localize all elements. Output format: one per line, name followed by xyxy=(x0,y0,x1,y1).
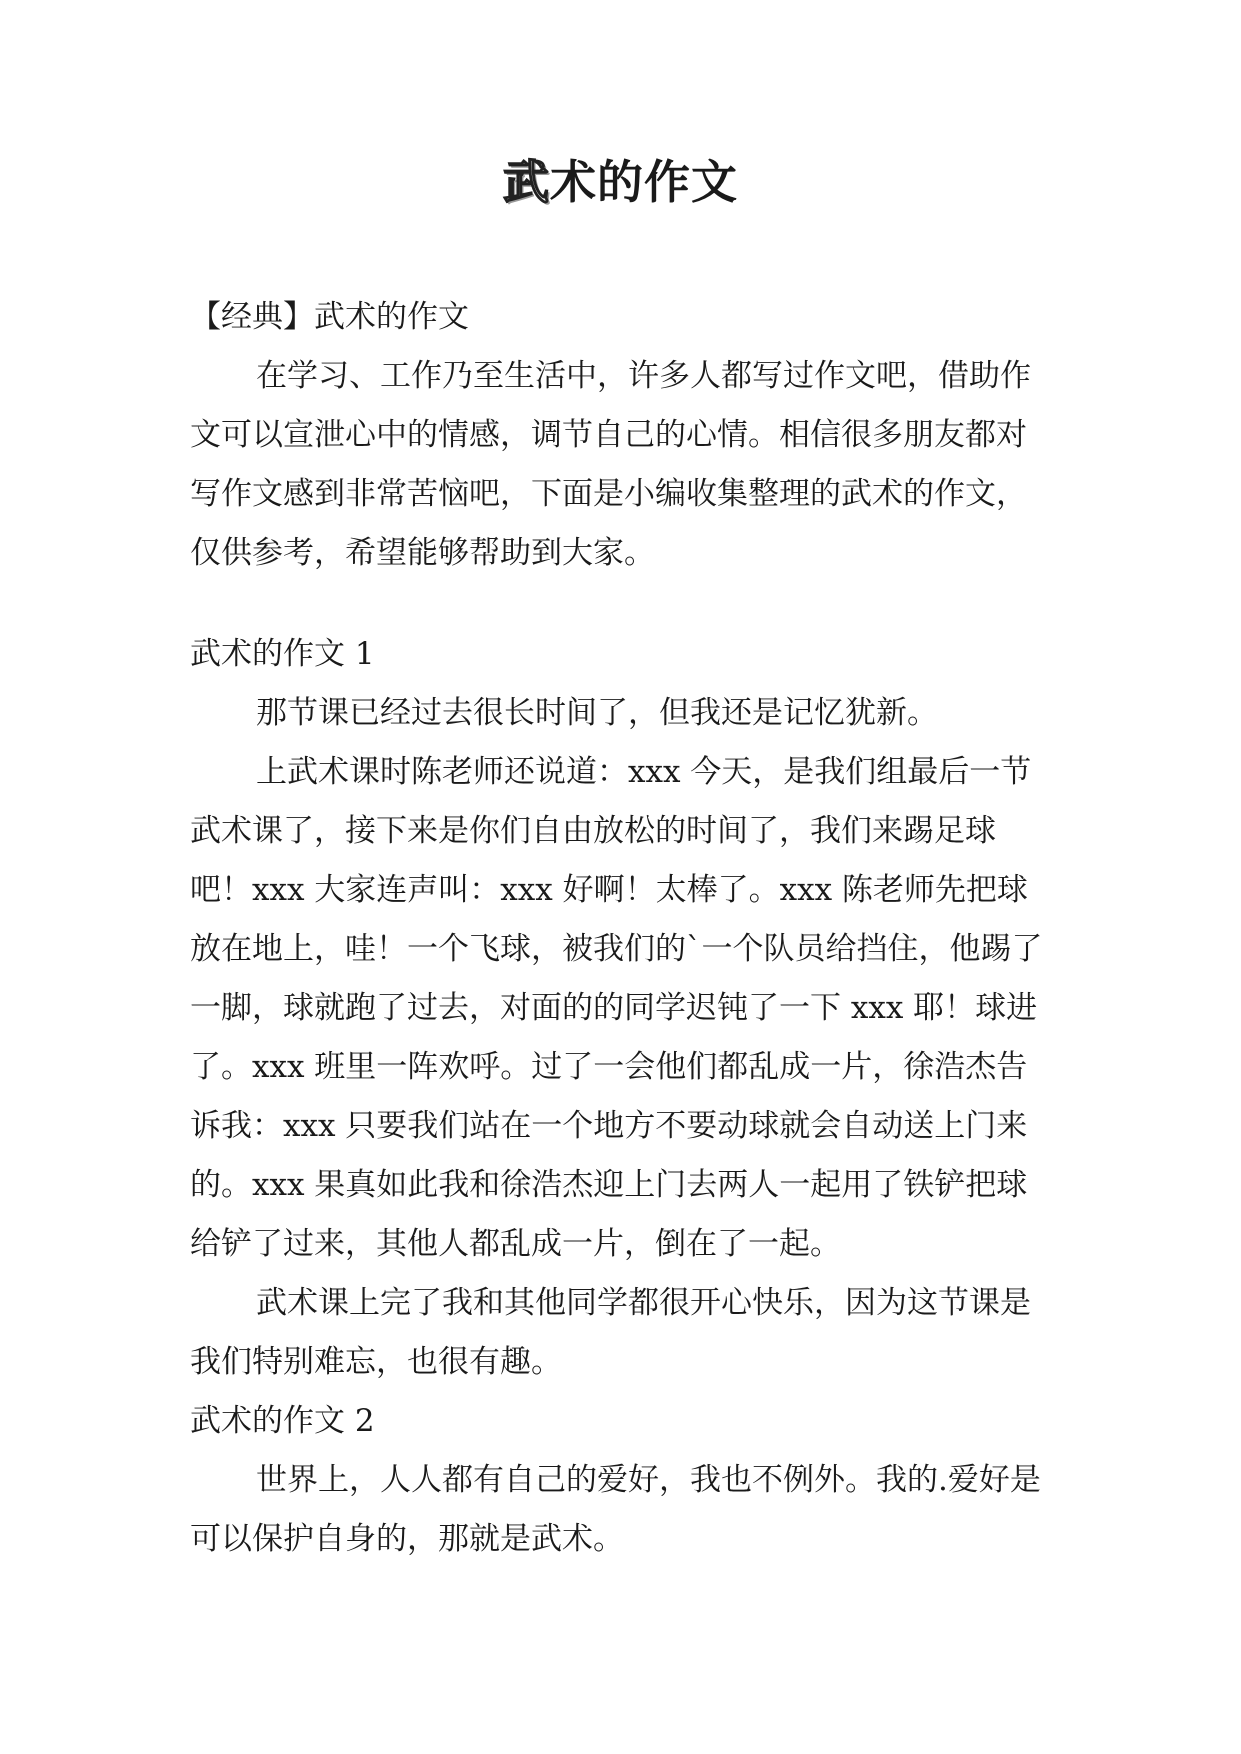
document-title xyxy=(0,152,1241,212)
essay-2-heading: 武术的作文 2 xyxy=(190,1403,375,1439)
title-rest: 术的作文 xyxy=(550,155,738,209)
title-first-char: 武 xyxy=(503,155,550,209)
essay-2-paragraph-1: 世界上，人人都有自己的爱好，我也不例外。我的.爱好是可以保护自身的，那就是武术。 xyxy=(190,1462,1041,1557)
essay-1-paragraph-1: 那节课已经过去很长时间了，但我还是记忆犹新。 xyxy=(256,695,938,731)
essay-1-paragraph-3: 武术课上完了我和其他同学都很开心快乐，因为这节课是我们特别难忘，也很有趣。 xyxy=(190,1285,1031,1380)
essay-1-paragraph-2: 上武术课时陈老师还说道：xxx 今天，是我们组最后一节武术课了，接下来是你们自由放松的时间了，我们来踢足球吧！xxx 大家连声叫：xxx 好啊！太棒了。xxx 陈老师先把球放在地上，哇！一个飞球，被我们的`一个队员给挡住，他踢了一脚，球就跑了过去，对面的的同学迟钝了一下 xxx 耶！球进了。xxx 班里一阵欢呼。过了一会他们都乱成一片，徐浩杰告诉我：xxx 只要我们站在一个地方不要动球就会自动送上门来的。xxx 果真如此我和徐浩杰迎上门去两人一起用了铁铲把球给铲了过来，其他人都乱成一片，倒在了一起。 xyxy=(190,754,1043,1262)
essay-1-heading: 武术的作文 1 xyxy=(190,636,375,672)
section-gap xyxy=(190,583,1056,625)
intro-paragraph: 在学习、工作乃至生活中，许多人都写过作文吧，借助作文可以宣泄心中的情感，调节自己的心情。相信很多朋友都对写作文感到非常苦恼吧，下面是小编收集整理的武术的作文，仅供参考，希望能够帮助到大家。 xyxy=(190,358,1031,571)
document-body xyxy=(190,288,1056,1569)
subtitle: 【经典】武术的作文 xyxy=(190,299,469,335)
